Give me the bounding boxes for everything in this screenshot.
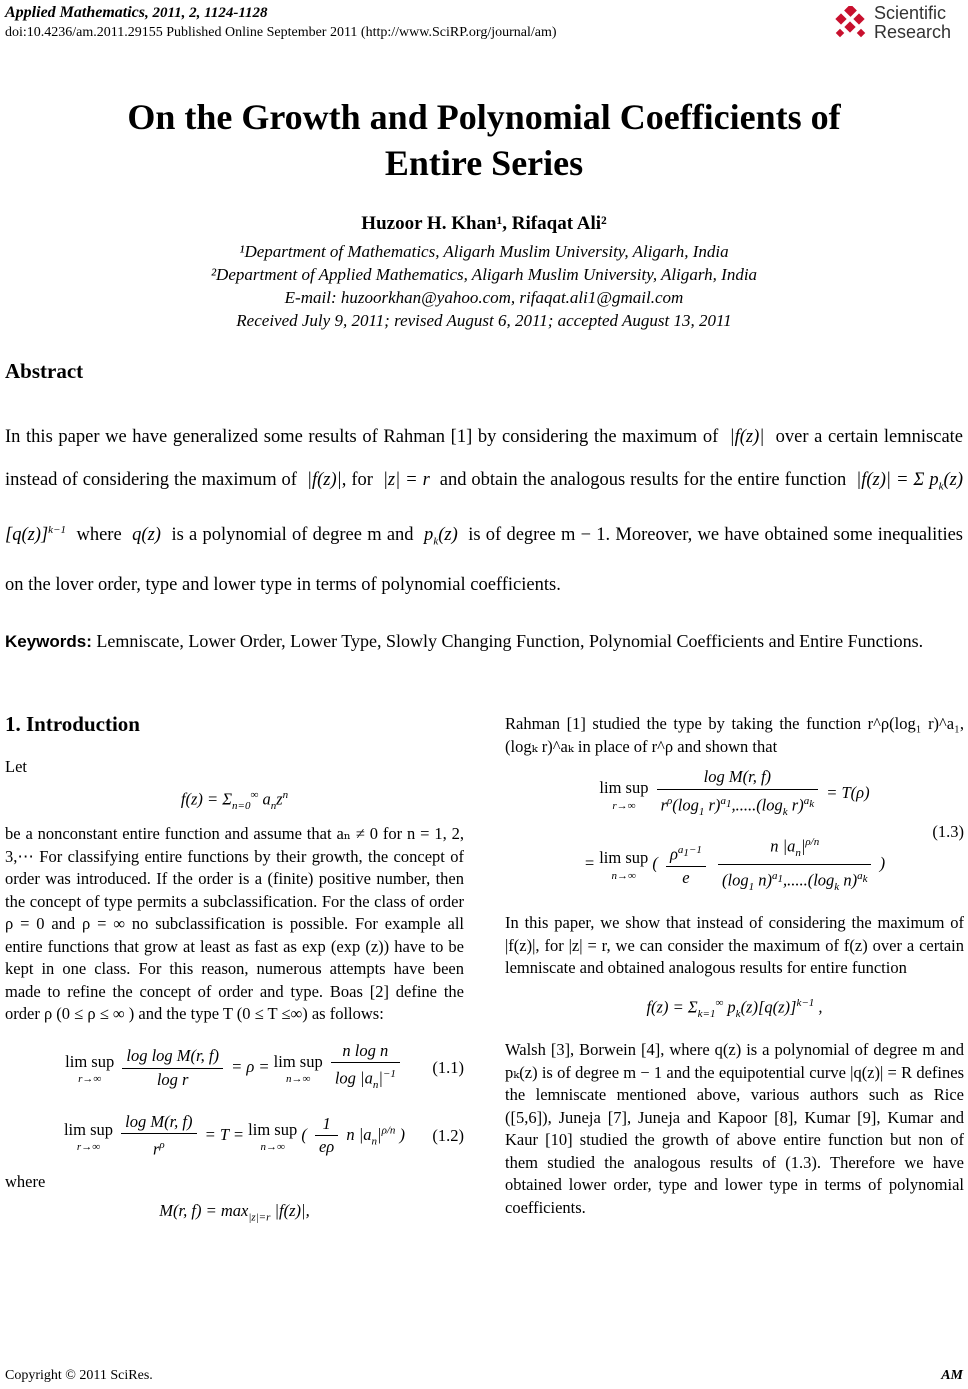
affiliation-1: ¹Department of Mathematics, Aligarh Muslim University, Aligarh, India — [239, 242, 729, 261]
right-column — [505, 713, 964, 1219]
running-header — [5, 3, 557, 43]
journal-abbr: AM — [941, 1368, 963, 1383]
abstract-text-1: In this paper we have generalized some results of Rahman [1] by considering the maximum of — [5, 427, 719, 447]
math-z-eq-r: |z| = r — [377, 470, 435, 490]
math-pkz: $p_k(z)$ — [418, 524, 463, 548]
intro-paragraph: be a nonconstant entire function and assume that aₙ ≠ 0 for n = 1, 2, 3,⋯ For classifying entire functions by their growth, the concept of order was introduced. If the order is a (finite) positive number, then the concept of type permits a subclassification. For the class of order ρ = 0 and ρ = ∞ no subclassification is possible. For example all entire functions that grow at least as fast as exp (exp (z)) have to be kept in one class. For this reason, numerous attempts have been made to refine the concept of order and type. Boas [2] define the order ρ (0 ≤ ρ ≤ ∞ ) and the type T (0 ≤ T ≤∞) as follows: — [5, 824, 464, 1024]
abstract-text-7: is of degree m − 1. Moreover, we have obtained some inequalities on the lover order, type and lower type in terms of polynomial coefficients. — [5, 524, 964, 595]
walsh-paragraph: Walsh [3], Borwein [4], where q(z) is a polynomial of degree m and pₖ(z) is of degree m − 1 and the equipotential curve |q(z)| = R defines the lemniscate mentioned above, various authors such as Rice ([5,6]), Juneja [7], Juneja and Kapoor [8], Kumar [9], Kumar and Kaur [10] studied the growth of above entire function but non of them studied the analogous results of (1.3). Therefore we have obtained lower order, type and lower type in terms of polynomial coefficients. — [505, 1040, 964, 1217]
keywords-label: Keywords: — [5, 632, 92, 651]
rahman-paragraph: Rahman [1] studied the type by taking the function r^ρ(log₁ r)^a₁, (logₖ r)^aₖ in place of r^ρ and shown that — [505, 714, 964, 756]
math-abs-fz-2: |f(z)| — [301, 470, 342, 490]
equation-1-1: lim sup r→∞ $\frac{\text{log log M(r, f)}}{\text{log r}}$ = ρ = lim sup n→∞ $\frac{\text{n log n}}{\log |a_n|^{-1}}$ (1.1) — [65, 1040, 464, 1092]
publisher-logo — [834, 4, 960, 44]
keywords-text: Lemniscate, Lower Order, Lower Type, Slowly Changing Function, Polynomial Coefficients and Entire Functions. — [96, 631, 924, 651]
authors: Huzoor H. Khan¹, Rifaqat Ali² — [361, 213, 607, 234]
abstract-text-3: , for — [341, 470, 373, 490]
logo-mark-icon — [834, 6, 868, 40]
abstract-body — [5, 416, 963, 607]
equation-series: $f(z) = \Sigma_{n=0}^\infty$ $a_nz^n$ — [180, 789, 289, 812]
journal-name: Applied Mathematics — [5, 4, 145, 21]
equation-1-3: lim sup r→∞ $\frac{\text{log M(r, f)}}{r^\rho(\log_1 r)^{a_1},.....(\log_k r)^{a_k}}$ = T(ρ) = lim sup n→∞ ( $\frac{\rho^{a_1-1}}{e}$ $\frac{n |a_n|^{\rho/n}}{(\log_1 n)^{a_1},.....(\log_k n)^{a_k}}$ ) (1.3) — [583, 767, 964, 893]
equation-max-modulus: M(r, $f) = \max_{|z|=r} |f(z)|$, — [159, 1200, 310, 1223]
abstract-text-2: over a certain lemniscate instead of considering the maximum of — [5, 427, 964, 490]
received-dates: Received July 9, 2011; revised August 6, 2011; accepted August 13, 2011 — [236, 311, 732, 330]
math-series-def: |f(z)| = Σ $p_k(z)[q(z)]^{k-1}$ — [5, 470, 964, 545]
abstract-heading: Abstract — [5, 359, 84, 383]
equation-entire-function: $f(z) = \Sigma_{k=1}^\infty$ $p_k(z)[q(z)]^{k-1}$ , — [646, 996, 823, 1020]
doi-line: doi:10.4236/am.2011.29155 Published Online September 2011 (http://www.SciRP.org/journal/am) — [5, 25, 557, 40]
journal-volume: , 2011, 2, 1124-1128 — [145, 5, 268, 21]
keywords — [5, 628, 965, 655]
logo-line2: Research — [874, 22, 952, 42]
affiliations — [0, 240, 968, 332]
section-heading: 1. Introduction — [5, 712, 140, 736]
eq-1-3-number: (1.3) — [932, 821, 964, 841]
left-column — [5, 713, 464, 1234]
eq-1-2-number: (1.2) — [432, 1125, 464, 1145]
page-footer — [5, 1368, 963, 1384]
math-qz: q(z) — [126, 524, 167, 545]
title-line1: On the Growth and Polynomial Coefficients of — [127, 97, 841, 137]
let-text: Let — [5, 756, 27, 776]
paper-title — [0, 94, 968, 186]
title-line2: Entire Series — [384, 143, 584, 183]
abstract-text-5: where — [76, 524, 122, 545]
equation-1-2: lim sup r→∞ $\frac{\text{log M(r, f)}}{r^\rho}$ = T = lim sup n→∞ ( $\frac{1}{e\rho}$ n $|a_n|^{\rho/n}$ ) (1.2) — [63, 1111, 464, 1159]
abstract-text-6: is a polynomial of degree m and — [171, 524, 414, 545]
where-text: where — [5, 1172, 46, 1192]
emails: E-mail: huzoorkhan@yahoo.com, rifaqat.ali1@gmail.com — [284, 288, 684, 307]
affiliation-2: ²Department of Applied Mathematics, Aligarh Muslim University, Aligarh, India — [210, 265, 758, 284]
copyright: Copyright © 2011 SciRes. — [5, 1368, 153, 1383]
logo-line1: Scientific — [874, 3, 947, 23]
abstract-text-4: and obtain the analogous results for the entire function — [439, 470, 847, 490]
math-abs-fz: |f(z)| — [723, 427, 770, 447]
eq-1-1-number: (1.1) — [432, 1057, 464, 1077]
lemniscate-paragraph: In this paper, we show that instead of considering the maximum of |f(z)|, for |z| = r, we can consider the maximum of f(z) over a certain lemniscate and obtained analogous results for entire function — [505, 913, 964, 978]
